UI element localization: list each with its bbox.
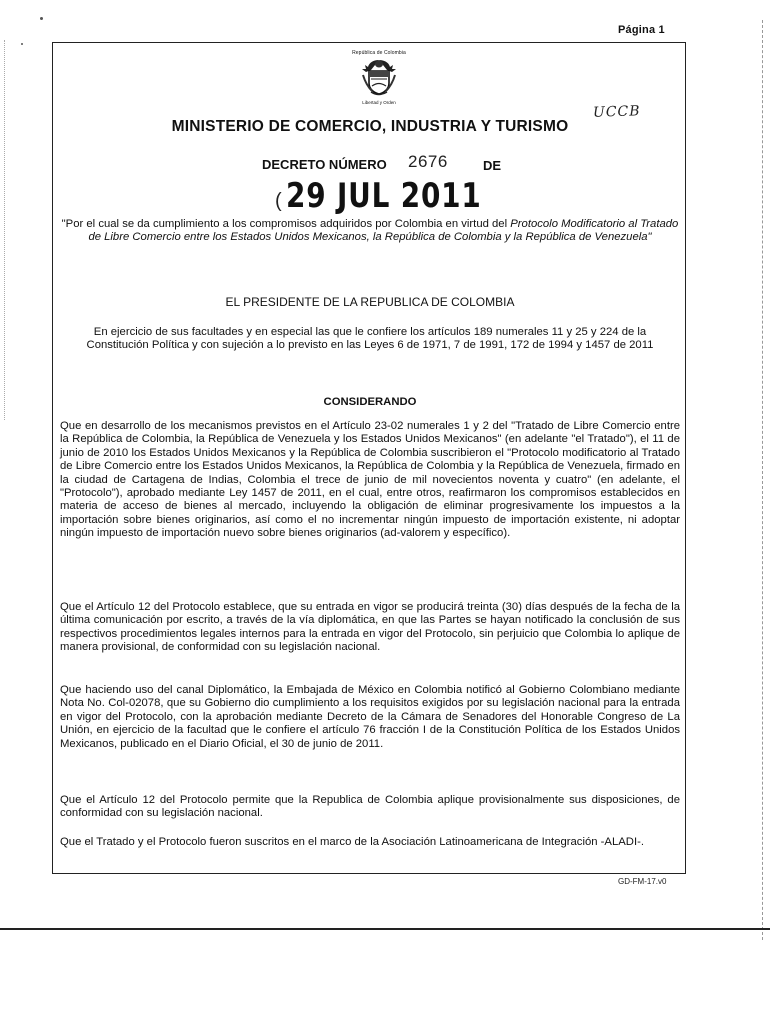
decree-de-label: DE xyxy=(483,158,502,173)
coat-of-arms xyxy=(336,50,422,105)
date-stamp: 29 JUL 2011 xyxy=(286,176,482,216)
paragraph-5: Que el Tratado y el Protocolo fueron suscritos en el marco de la Asociación Latinoamericana de Integración -ALADI-. xyxy=(60,836,644,848)
ministry-title: MINISTERIO DE COMERCIO, INDUSTRIA Y TURISMO xyxy=(171,118,569,135)
page-number: Página 1 xyxy=(618,24,665,36)
decree-number: 2676 xyxy=(408,152,448,171)
coat-of-arms-icon xyxy=(359,57,399,97)
paragraph-4: Que el Artículo 12 del Protocolo permite que la Republica de Colombia aplique provisionalmente sus disposiciones, de conformidad con su legislación nacional. xyxy=(60,794,680,820)
president-heading: EL PRESIDENTE DE LA REPUBLICA DE COLOMBIA xyxy=(225,295,515,309)
scan-speck xyxy=(21,43,23,45)
scan-left-edge-marks xyxy=(4,40,6,420)
decree-subject xyxy=(60,218,680,245)
paragraph-3: Que haciendo uso del canal Diplomático, la Embajada de México en Colombia notificó al Gobierno Colombiano mediante Nota No. Col-02078, que su Gobierno dio cumplimiento a los requisitos exigidos por su legislación nacional para la entrada en vigor del Protocolo, con la aprobación mediante Decreto de la Cámara de Senadores del Honorable Congreso de La Unión, en ejercicio de la facultad que le confiere el artículo 76 fracción I de la Constitución Política de los Estados Unidos Mexicanos, publicado en el Diario Oficial, el 30 de junio de 2011. xyxy=(60,684,680,750)
crest-top-text: República de Colombia xyxy=(352,50,406,56)
paragraph-1: Que en desarrollo de los mecanismos previstos en el Artículo 23-02 numerales 1 y 2 del "Tratado de Libre Comercio entre la República de Colombia, la República de Venezuela y los Estados Unidos Mexicanos" (en adelante "el Tratado"), el 11 de junio de 2010 los Estados Unidos Mexicanos y la República de Colombia suscribieron el "Protocolo modificatorio al Tratado de Libre Comercio entre los Estados Unidos Mexicanos, la República de Colombia y la República de Venezuela, firmado en la ciudad de Cartagena de Indias, Colombia el trece de junio de mil novecientos noventa y cuatro" (en adelante, el "Protocolo"), aprobado mediante Ley 1457 de 2011, en el cual, entre otros, reafirmaron los compromisos establecidos en materia de acceso de bienes al mercado, incluyendo la obligación de eliminar progresivamente los impuestos a la importación sobre bienes originarios, así como el no incrementar ningún impuesto de importación existente, ni adoptar ningún impuesto de importación nuevo sobre bienes originarios (ad-valorem y específico). xyxy=(60,420,680,540)
form-code: GD-FM-17.v0 xyxy=(618,877,667,886)
stamp-paren: ( xyxy=(275,190,282,212)
handwritten-note: UCCB xyxy=(592,103,641,121)
paragraph-2: Que el Artículo 12 del Protocolo establece, que su entrada en vigor se producirá treinta (30) días después de la fecha de la última comunicación por escrito, a través de la vía diplomática, en que las Partes se hayan notificado la conclusión de sus respectivos procedimientos legales internos para la entrada en vigor del Protocolo, sin perjuicio que Colombia lo aplique de manera provisional, de conformidad con su legislación nacional. xyxy=(60,601,680,654)
bottom-rule xyxy=(0,928,770,930)
subject-lead: "Por el cual se da cumplimiento a los compromisos adquiridos por Colombia en virtud del xyxy=(61,218,508,230)
powers-paragraph: En ejercicio de sus facultades y en especial las que le confiere los artículos 189 numerales 11 y 25 y 224 de la Constitución Política y con sujeción a lo previsto en las Leyes 6 de 1971, 7 de 1991, 172 de 1994 y 1457 de 2011 xyxy=(86,326,654,352)
decree-number-label: DECRETO NÚMERO xyxy=(262,157,387,172)
decree-number-line xyxy=(262,152,582,174)
scan-right-edge xyxy=(762,20,764,940)
scan-speck xyxy=(40,17,43,20)
considerando-heading: CONSIDERANDO xyxy=(323,396,417,408)
subject-italic: Protocolo Modificatorio al Tratado de Libre Comercio entre los Estados Unidos Mexicanos, la República de Colombia y la República de Venezuela" xyxy=(88,218,679,244)
crest-bottom-text: Libertad y Orden xyxy=(362,100,396,105)
